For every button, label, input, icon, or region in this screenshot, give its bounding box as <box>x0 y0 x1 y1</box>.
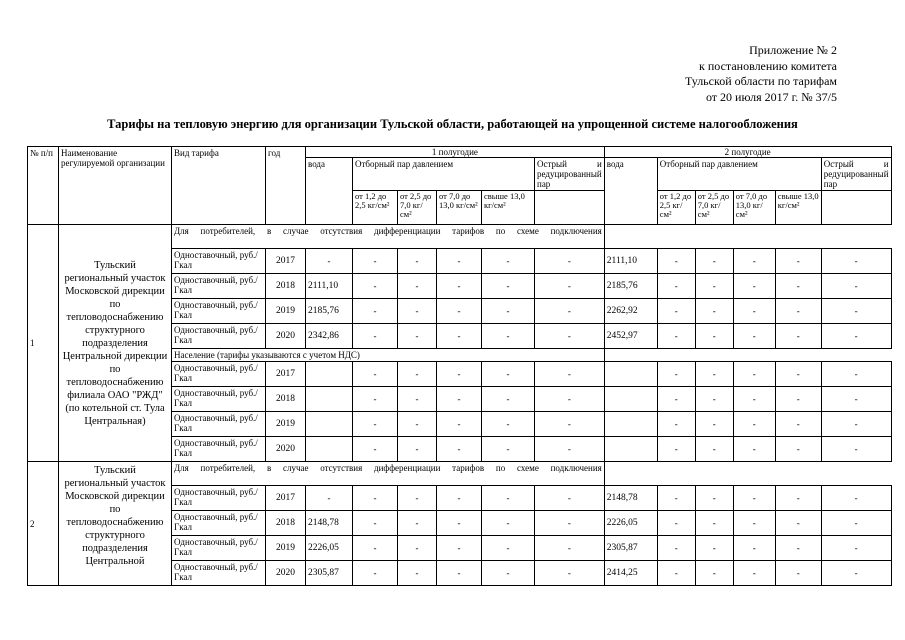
tariff-type: Одноставочный, руб./Гкал <box>172 299 266 324</box>
tariff-value: - <box>535 412 605 437</box>
tariff-value: - <box>437 249 482 274</box>
tariff-value: 2226,05 <box>306 536 353 561</box>
tariff-type: Одноставочный, руб./Гкал <box>172 561 266 586</box>
tariff-value: - <box>482 437 535 462</box>
tariff-value: - <box>733 437 775 462</box>
col-header-pressure-2: от 2,5 до 7,0 кг/см² <box>398 191 437 225</box>
col-header-pressure-3: от 7,0 до 13,0 кг/см² <box>437 191 482 225</box>
tariff-value: - <box>535 387 605 412</box>
tariff-value: - <box>398 412 437 437</box>
tariff-value: - <box>657 249 695 274</box>
tariff-value: - <box>775 412 821 437</box>
tariff-value: - <box>437 387 482 412</box>
tariff-value: - <box>821 362 891 387</box>
tariff-value: - <box>398 387 437 412</box>
tariff-value: - <box>353 299 398 324</box>
tariff-value: 2185,76 <box>604 274 657 299</box>
tariff-value: - <box>657 412 695 437</box>
tariff-value: - <box>535 511 605 536</box>
tariff-value: - <box>775 299 821 324</box>
tariff-value: 2148,78 <box>306 511 353 536</box>
tariff-value: - <box>482 486 535 511</box>
col-header-pressure-4: свыше 13,0 кг/см² <box>482 191 535 225</box>
tariff-value: - <box>482 511 535 536</box>
tariff-type: Одноставочный, руб./Гкал <box>172 387 266 412</box>
tariff-value: - <box>353 511 398 536</box>
tariff-value: - <box>353 412 398 437</box>
document-title: Тарифы на тепловую энергию для организации Тульской области, работающей на упрощенной системе налогообложения <box>107 117 798 131</box>
tariff-value: - <box>821 536 891 561</box>
tariff-value: - <box>353 486 398 511</box>
tariff-value: - <box>775 486 821 511</box>
col-header-acute: Острый и редуцированный пар <box>821 158 891 191</box>
tariff-value: 2148,78 <box>604 486 657 511</box>
col-header-half2: 2 полугодие <box>604 147 891 158</box>
col-header-water: вода <box>604 158 657 225</box>
tariff-value: - <box>353 561 398 586</box>
tariff-value: - <box>775 511 821 536</box>
col-header-pressure-1: от 1,2 до 2,5 кг/см² <box>353 191 398 225</box>
tariff-value: 2305,87 <box>306 561 353 586</box>
tariff-value: - <box>437 437 482 462</box>
tariff-value: - <box>733 274 775 299</box>
tariff-value: - <box>398 437 437 462</box>
tariff-year: 2017 <box>266 362 306 387</box>
tariff-value: - <box>353 362 398 387</box>
approval-line: Тульской области по тарифам <box>684 74 837 88</box>
tariff-value: - <box>437 299 482 324</box>
tariff-value: - <box>657 486 695 511</box>
tariff-table <box>27 146 892 586</box>
tariff-value: - <box>695 437 733 462</box>
tariff-type: Одноставочный, руб./Гкал <box>172 324 266 349</box>
tariff-value <box>604 387 657 412</box>
tariff-value: - <box>733 486 775 511</box>
tariff-value: - <box>398 362 437 387</box>
tariff-value: - <box>733 561 775 586</box>
tariff-value: - <box>821 412 891 437</box>
tariff-value: - <box>437 362 482 387</box>
tariff-value: - <box>437 274 482 299</box>
tariff-value: - <box>437 324 482 349</box>
tariff-value: - <box>821 561 891 586</box>
row-index: 1 <box>28 225 59 462</box>
row-index: 2 <box>28 462 59 586</box>
tariff-value: - <box>482 324 535 349</box>
approval-block <box>685 43 837 105</box>
col-header-acute-empty <box>821 191 891 225</box>
tariff-value: - <box>482 561 535 586</box>
tariff-type: Одноставочный, руб./Гкал <box>172 249 266 274</box>
col-header-tariff-type: Вид тарифа <box>172 147 266 225</box>
tariff-value: - <box>733 511 775 536</box>
tariff-value: - <box>437 486 482 511</box>
group-filler <box>604 462 891 486</box>
tariff-year: 2020 <box>266 324 306 349</box>
tariff-value: - <box>657 437 695 462</box>
col-header-acute-empty <box>535 191 605 225</box>
col-header-acute: Острый и редуцированный пар <box>535 158 605 191</box>
tariff-value: - <box>695 362 733 387</box>
tariff-value: - <box>821 324 891 349</box>
tariff-value: - <box>482 249 535 274</box>
col-header-steam: Отборный пар давлением <box>353 158 535 191</box>
tariff-value: - <box>482 299 535 324</box>
col-header-year: год <box>266 147 306 225</box>
col-header-pressure-2: от 2,5 до 7,0 кг/см² <box>695 191 733 225</box>
tariff-type: Одноставочный, руб./Гкал <box>172 437 266 462</box>
tariff-year: 2018 <box>266 274 306 299</box>
tariff-value: - <box>353 324 398 349</box>
tariff-type: Одноставочный, руб./Гкал <box>172 274 266 299</box>
tariff-value: - <box>775 561 821 586</box>
tariff-value: 2262,92 <box>604 299 657 324</box>
col-header-pressure-3: от 7,0 до 13,0 кг/см² <box>733 191 775 225</box>
tariff-value: - <box>775 274 821 299</box>
tariff-value: - <box>437 536 482 561</box>
tariff-type: Одноставочный, руб./Гкал <box>172 412 266 437</box>
col-header-steam: Отборный пар давлением <box>657 158 821 191</box>
tariff-value: - <box>775 536 821 561</box>
tariff-value: - <box>657 274 695 299</box>
tariff-value: - <box>695 324 733 349</box>
tariff-value: - <box>695 561 733 586</box>
col-header-pressure-1: от 1,2 до 2,5 кг/см² <box>657 191 695 225</box>
tariff-year: 2018 <box>266 511 306 536</box>
tariff-value: - <box>482 362 535 387</box>
col-header-org: Наименование регулируемой организации <box>59 147 172 225</box>
header-row <box>28 147 892 158</box>
tariff-value <box>306 412 353 437</box>
tariff-value: - <box>482 536 535 561</box>
tariff-value: - <box>535 362 605 387</box>
tariff-value: - <box>306 486 353 511</box>
tariff-value <box>604 362 657 387</box>
tariff-value: - <box>398 511 437 536</box>
tariff-value: - <box>821 274 891 299</box>
tariff-value: - <box>695 387 733 412</box>
tariff-value: - <box>821 299 891 324</box>
tariff-value: - <box>695 249 733 274</box>
tariff-value: - <box>733 536 775 561</box>
tariff-value: - <box>775 249 821 274</box>
tariff-year: 2019 <box>266 536 306 561</box>
tariff-type: Одноставочный, руб./Гкал <box>172 362 266 387</box>
tariff-value: - <box>657 511 695 536</box>
tariff-value: - <box>398 299 437 324</box>
tariff-type: Одноставочный, руб./Гкал <box>172 536 266 561</box>
tariff-value: - <box>353 274 398 299</box>
tariff-value: - <box>353 536 398 561</box>
tariff-value: - <box>306 249 353 274</box>
approval-line: к постановлению комитета <box>699 58 837 73</box>
tariff-value: - <box>695 486 733 511</box>
tariff-value <box>306 362 353 387</box>
tariff-value: - <box>437 511 482 536</box>
col-header-num: № п/п <box>28 147 59 225</box>
group-label: Для потребителей, в случае отсутствия дифференциации тарифов по схеме подключения <box>172 462 605 486</box>
tariff-value: - <box>695 412 733 437</box>
tariff-value: - <box>695 536 733 561</box>
tariff-value: - <box>353 249 398 274</box>
group-filler <box>604 349 891 362</box>
tariff-value: - <box>535 486 605 511</box>
tariff-value: - <box>733 249 775 274</box>
tariff-value: - <box>657 362 695 387</box>
group-label: Население (тарифы указываются с учетом НДС) <box>172 349 605 362</box>
tariff-value: - <box>695 274 733 299</box>
tariff-value: - <box>775 324 821 349</box>
tariff-value: - <box>482 387 535 412</box>
tariff-value: 2111,10 <box>604 249 657 274</box>
organization-name: Тульский региональный участок Московской дирекции по тепловодоснабжению структурного подразделения Центральной <box>59 462 172 586</box>
group-row <box>28 225 892 249</box>
tariff-value: - <box>437 561 482 586</box>
tariff-value: 2226,05 <box>604 511 657 536</box>
approval-line: от 20 июля 2017 г. № 37/5 <box>705 89 837 104</box>
tariff-value: - <box>657 299 695 324</box>
tariff-value: - <box>437 412 482 437</box>
tariff-year: 2020 <box>266 561 306 586</box>
tariff-value: - <box>535 561 605 586</box>
tariff-value <box>604 412 657 437</box>
tariff-value: - <box>535 324 605 349</box>
tariff-value: - <box>733 387 775 412</box>
organization-name: Тульский региональный участок Московской дирекции по тепловодоснабжению структурного подразделения Центральной дирекции по тепловодоснабжению филиала ОАО "РЖД" (по котельной ст. Тула Центральная) <box>59 225 172 462</box>
tariff-value: - <box>535 437 605 462</box>
tariff-value: - <box>775 437 821 462</box>
tariff-value: 2185,76 <box>306 299 353 324</box>
tariff-value: - <box>398 274 437 299</box>
approval-line: Приложение № 2 <box>749 43 837 57</box>
tariff-value: - <box>821 437 891 462</box>
tariff-year: 2017 <box>266 486 306 511</box>
tariff-value: - <box>657 536 695 561</box>
tariff-value: - <box>821 486 891 511</box>
tariff-value: - <box>821 511 891 536</box>
tariff-value: - <box>657 561 695 586</box>
tariff-year: 2020 <box>266 437 306 462</box>
tariff-value: - <box>482 274 535 299</box>
tariff-value: 2305,87 <box>604 536 657 561</box>
tariff-value: - <box>733 412 775 437</box>
tariff-value: - <box>821 387 891 412</box>
group-filler <box>604 225 891 249</box>
tariff-value: - <box>733 299 775 324</box>
tariff-value: - <box>775 387 821 412</box>
tariff-value: - <box>398 486 437 511</box>
tariff-year: 2018 <box>266 387 306 412</box>
tariff-value: - <box>821 249 891 274</box>
tariff-year: 2019 <box>266 412 306 437</box>
tariff-value: - <box>353 437 398 462</box>
tariff-type: Одноставочный, руб./Гкал <box>172 511 266 536</box>
tariff-value: 2452,97 <box>604 324 657 349</box>
group-label: Для потребителей, в случае отсутствия дифференциации тарифов по схеме подключения <box>172 225 605 249</box>
col-header-water: вода <box>306 158 353 225</box>
tariff-value: - <box>695 511 733 536</box>
tariff-value: - <box>775 362 821 387</box>
tariff-value: - <box>535 299 605 324</box>
tariff-value: - <box>398 249 437 274</box>
tariff-value: - <box>398 561 437 586</box>
tariff-value <box>306 387 353 412</box>
tariff-value: - <box>733 324 775 349</box>
tariff-value: - <box>657 324 695 349</box>
tariff-value: 2342,86 <box>306 324 353 349</box>
tariff-value: - <box>695 299 733 324</box>
col-header-half1: 1 полугодие <box>306 147 605 158</box>
tariff-value: - <box>657 387 695 412</box>
tariff-value: - <box>398 324 437 349</box>
tariff-value: 2414,25 <box>604 561 657 586</box>
tariff-year: 2019 <box>266 299 306 324</box>
tariff-value: - <box>482 412 535 437</box>
tariff-value: - <box>535 536 605 561</box>
tariff-value: - <box>398 536 437 561</box>
group-row <box>28 462 892 486</box>
tariff-year: 2017 <box>266 249 306 274</box>
tariff-value <box>306 437 353 462</box>
tariff-value: - <box>733 362 775 387</box>
tariff-value: - <box>535 249 605 274</box>
tariff-value: - <box>535 274 605 299</box>
tariff-value <box>604 437 657 462</box>
tariff-type: Одноставочный, руб./Гкал <box>172 486 266 511</box>
col-header-pressure-4: свыше 13,0 кг/см² <box>775 191 821 225</box>
tariff-value: 2111,10 <box>306 274 353 299</box>
tariff-value: - <box>353 387 398 412</box>
